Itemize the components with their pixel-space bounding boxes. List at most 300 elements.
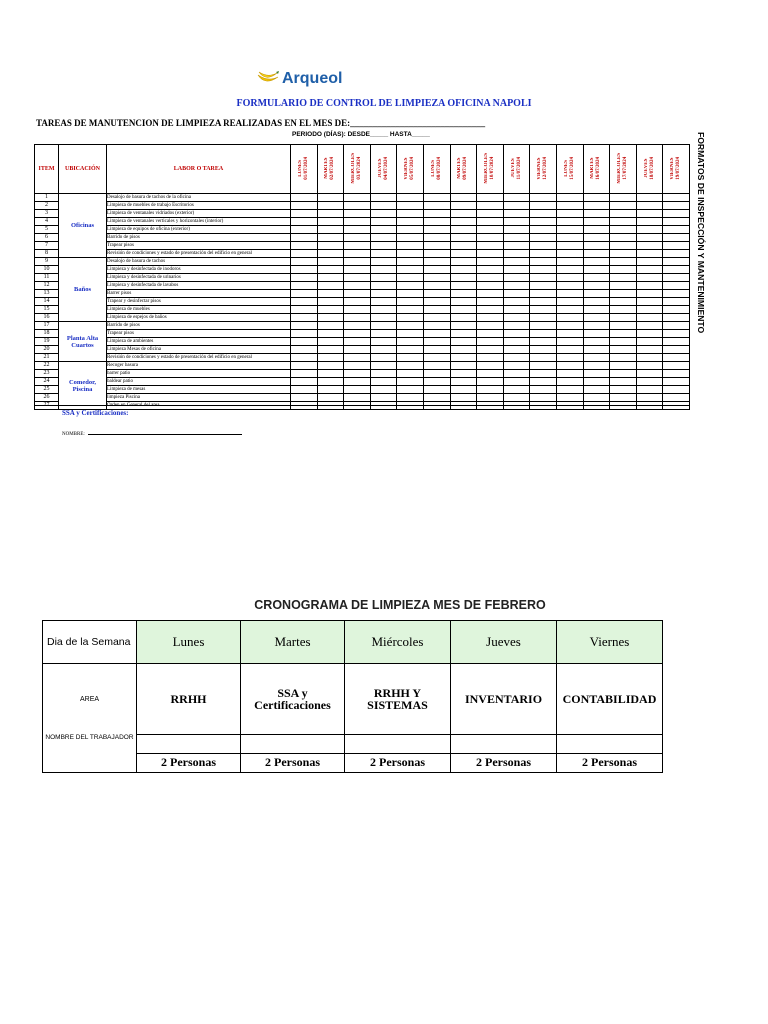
check-cell[interactable] [317,338,344,346]
check-cell[interactable] [636,354,663,362]
check-cell[interactable] [397,346,424,354]
check-cell[interactable] [583,338,610,346]
check-cell[interactable] [583,394,610,402]
check-cell[interactable] [450,362,477,370]
check-cell[interactable] [530,298,557,306]
check-cell[interactable] [636,362,663,370]
check-cell[interactable] [423,362,450,370]
check-cell[interactable] [450,194,477,202]
check-cell[interactable] [530,354,557,362]
check-cell[interactable] [317,194,344,202]
check-cell[interactable] [663,338,690,346]
check-cell[interactable] [610,370,637,378]
check-cell[interactable] [423,338,450,346]
check-cell[interactable] [636,346,663,354]
check-cell[interactable] [423,266,450,274]
check-cell[interactable] [477,250,504,258]
check-cell[interactable] [556,378,583,386]
check-cell[interactable] [317,330,344,338]
check-cell[interactable] [397,194,424,202]
check-cell[interactable] [610,338,637,346]
check-cell[interactable] [291,394,318,402]
check-cell[interactable] [450,354,477,362]
check-cell[interactable] [317,290,344,298]
check-cell[interactable] [291,218,318,226]
check-cell[interactable] [530,218,557,226]
check-cell[interactable] [530,290,557,298]
check-cell[interactable] [370,394,397,402]
check-cell[interactable] [583,250,610,258]
check-cell[interactable] [317,242,344,250]
check-cell[interactable] [291,250,318,258]
check-cell[interactable] [423,226,450,234]
check-cell[interactable] [636,234,663,242]
check-cell[interactable] [610,298,637,306]
check-cell[interactable] [530,330,557,338]
check-cell[interactable] [344,378,371,386]
check-cell[interactable] [503,282,530,290]
check-cell[interactable] [450,282,477,290]
check-cell[interactable] [450,386,477,394]
check-cell[interactable] [344,362,371,370]
check-cell[interactable] [423,250,450,258]
check-cell[interactable] [503,394,530,402]
check-cell[interactable] [503,322,530,330]
check-cell[interactable] [530,378,557,386]
check-cell[interactable] [317,298,344,306]
check-cell[interactable] [370,202,397,210]
check-cell[interactable] [344,314,371,322]
check-cell[interactable] [344,218,371,226]
check-cell[interactable] [423,274,450,282]
check-cell[interactable] [583,242,610,250]
check-cell[interactable] [556,346,583,354]
check-cell[interactable] [370,250,397,258]
check-cell[interactable] [370,386,397,394]
check-cell[interactable] [556,314,583,322]
check-cell[interactable] [450,218,477,226]
check-cell[interactable] [530,338,557,346]
check-cell[interactable] [636,306,663,314]
check-cell[interactable] [503,338,530,346]
check-cell[interactable] [530,234,557,242]
check-cell[interactable] [370,322,397,330]
check-cell[interactable] [344,402,371,410]
check-cell[interactable] [291,346,318,354]
check-cell[interactable] [317,250,344,258]
check-cell[interactable] [636,290,663,298]
check-cell[interactable] [530,394,557,402]
check-cell[interactable] [370,402,397,410]
check-cell[interactable] [344,370,371,378]
check-cell[interactable] [344,274,371,282]
check-cell[interactable] [317,234,344,242]
check-cell[interactable] [370,346,397,354]
check-cell[interactable] [397,298,424,306]
check-cell[interactable] [450,266,477,274]
check-cell[interactable] [317,282,344,290]
check-cell[interactable] [530,306,557,314]
check-cell[interactable] [503,226,530,234]
check-cell[interactable] [291,370,318,378]
check-cell[interactable] [610,346,637,354]
check-cell[interactable] [291,386,318,394]
check-cell[interactable] [397,250,424,258]
check-cell[interactable] [344,210,371,218]
check-cell[interactable] [530,370,557,378]
check-cell[interactable] [663,290,690,298]
check-cell[interactable] [397,362,424,370]
check-cell[interactable] [610,402,637,410]
check-cell[interactable] [397,210,424,218]
check-cell[interactable] [397,314,424,322]
check-cell[interactable] [423,370,450,378]
check-cell[interactable] [477,378,504,386]
check-cell[interactable] [291,362,318,370]
check-cell[interactable] [370,290,397,298]
check-cell[interactable] [423,378,450,386]
check-cell[interactable] [636,242,663,250]
check-cell[interactable] [291,378,318,386]
check-cell[interactable] [291,242,318,250]
check-cell[interactable] [530,282,557,290]
check-cell[interactable] [610,386,637,394]
check-cell[interactable] [317,226,344,234]
check-cell[interactable] [530,258,557,266]
check-cell[interactable] [583,210,610,218]
check-cell[interactable] [636,322,663,330]
check-cell[interactable] [370,354,397,362]
check-cell[interactable] [477,210,504,218]
check-cell[interactable] [610,394,637,402]
check-cell[interactable] [397,386,424,394]
check-cell[interactable] [583,378,610,386]
check-cell[interactable] [423,242,450,250]
check-cell[interactable] [291,274,318,282]
check-cell[interactable] [450,290,477,298]
check-cell[interactable] [317,378,344,386]
check-cell[interactable] [503,242,530,250]
check-cell[interactable] [477,346,504,354]
check-cell[interactable] [663,282,690,290]
check-cell[interactable] [317,314,344,322]
check-cell[interactable] [344,354,371,362]
check-cell[interactable] [610,274,637,282]
check-cell[interactable] [530,314,557,322]
check-cell[interactable] [503,202,530,210]
check-cell[interactable] [423,402,450,410]
check-cell[interactable] [317,274,344,282]
check-cell[interactable] [583,330,610,338]
check-cell[interactable] [397,330,424,338]
check-cell[interactable] [344,250,371,258]
check-cell[interactable] [344,282,371,290]
check-cell[interactable] [636,330,663,338]
check-cell[interactable] [663,242,690,250]
check-cell[interactable] [291,282,318,290]
check-cell[interactable] [503,250,530,258]
check-cell[interactable] [610,242,637,250]
check-cell[interactable] [556,242,583,250]
check-cell[interactable] [663,386,690,394]
check-cell[interactable] [317,394,344,402]
check-cell[interactable] [291,194,318,202]
check-cell[interactable] [663,346,690,354]
check-cell[interactable] [556,290,583,298]
check-cell[interactable] [477,306,504,314]
check-cell[interactable] [530,274,557,282]
check-cell[interactable] [317,210,344,218]
check-cell[interactable] [317,402,344,410]
check-cell[interactable] [610,266,637,274]
check-cell[interactable] [344,338,371,346]
check-cell[interactable] [477,226,504,234]
check-cell[interactable] [317,354,344,362]
check-cell[interactable] [477,298,504,306]
check-cell[interactable] [583,298,610,306]
check-cell[interactable] [370,194,397,202]
check-cell[interactable] [583,354,610,362]
check-cell[interactable] [450,378,477,386]
check-cell[interactable] [397,242,424,250]
check-cell[interactable] [423,202,450,210]
check-cell[interactable] [583,386,610,394]
check-cell[interactable] [503,298,530,306]
check-cell[interactable] [556,258,583,266]
check-cell[interactable] [450,242,477,250]
check-cell[interactable] [663,362,690,370]
check-cell[interactable] [370,210,397,218]
check-cell[interactable] [583,346,610,354]
check-cell[interactable] [610,314,637,322]
check-cell[interactable] [503,234,530,242]
check-cell[interactable] [663,258,690,266]
check-cell[interactable] [291,330,318,338]
check-cell[interactable] [397,378,424,386]
check-cell[interactable] [663,274,690,282]
check-cell[interactable] [477,234,504,242]
check-cell[interactable] [610,354,637,362]
check-cell[interactable] [583,282,610,290]
check-cell[interactable] [477,290,504,298]
check-cell[interactable] [530,194,557,202]
check-cell[interactable] [663,202,690,210]
check-cell[interactable] [556,250,583,258]
check-cell[interactable] [423,322,450,330]
check-cell[interactable] [344,194,371,202]
check-cell[interactable] [370,226,397,234]
check-cell[interactable] [397,306,424,314]
check-cell[interactable] [636,194,663,202]
check-cell[interactable] [423,306,450,314]
check-cell[interactable] [397,282,424,290]
check-cell[interactable] [477,242,504,250]
worker-name-cell[interactable] [451,734,557,753]
check-cell[interactable] [636,218,663,226]
check-cell[interactable] [397,290,424,298]
check-cell[interactable] [636,298,663,306]
check-cell[interactable] [450,370,477,378]
check-cell[interactable] [317,370,344,378]
check-cell[interactable] [663,354,690,362]
check-cell[interactable] [450,338,477,346]
check-cell[interactable] [530,202,557,210]
check-cell[interactable] [291,338,318,346]
check-cell[interactable] [636,266,663,274]
check-cell[interactable] [450,306,477,314]
check-cell[interactable] [583,266,610,274]
check-cell[interactable] [477,354,504,362]
check-cell[interactable] [423,330,450,338]
check-cell[interactable] [291,290,318,298]
check-cell[interactable] [317,346,344,354]
check-cell[interactable] [636,402,663,410]
check-cell[interactable] [291,258,318,266]
check-cell[interactable] [503,290,530,298]
check-cell[interactable] [423,298,450,306]
check-cell[interactable] [450,210,477,218]
check-cell[interactable] [503,402,530,410]
check-cell[interactable] [397,338,424,346]
check-cell[interactable] [291,402,318,410]
check-cell[interactable] [663,402,690,410]
check-cell[interactable] [556,234,583,242]
check-cell[interactable] [610,194,637,202]
check-cell[interactable] [450,322,477,330]
check-cell[interactable] [344,258,371,266]
check-cell[interactable] [610,306,637,314]
check-cell[interactable] [291,354,318,362]
check-cell[interactable] [610,330,637,338]
check-cell[interactable] [610,226,637,234]
check-cell[interactable] [397,234,424,242]
check-cell[interactable] [556,386,583,394]
check-cell[interactable] [344,322,371,330]
check-cell[interactable] [583,234,610,242]
check-cell[interactable] [583,226,610,234]
check-cell[interactable] [610,258,637,266]
check-cell[interactable] [291,298,318,306]
check-cell[interactable] [503,370,530,378]
check-cell[interactable] [397,226,424,234]
check-cell[interactable] [370,306,397,314]
check-cell[interactable] [583,402,610,410]
check-cell[interactable] [636,370,663,378]
check-cell[interactable] [636,314,663,322]
check-cell[interactable] [423,314,450,322]
check-cell[interactable] [583,218,610,226]
check-cell[interactable] [556,226,583,234]
check-cell[interactable] [556,330,583,338]
check-cell[interactable] [583,258,610,266]
check-cell[interactable] [503,330,530,338]
check-cell[interactable] [556,306,583,314]
check-cell[interactable] [477,386,504,394]
check-cell[interactable] [477,202,504,210]
check-cell[interactable] [503,218,530,226]
check-cell[interactable] [477,282,504,290]
check-cell[interactable] [370,218,397,226]
check-cell[interactable] [503,354,530,362]
check-cell[interactable] [317,202,344,210]
check-cell[interactable] [503,306,530,314]
nombre-field[interactable] [62,430,242,437]
check-cell[interactable] [530,346,557,354]
check-cell[interactable] [530,210,557,218]
check-cell[interactable] [663,266,690,274]
check-cell[interactable] [344,306,371,314]
check-cell[interactable] [610,322,637,330]
check-cell[interactable] [556,322,583,330]
check-cell[interactable] [583,362,610,370]
check-cell[interactable] [317,218,344,226]
check-cell[interactable] [370,362,397,370]
check-cell[interactable] [583,290,610,298]
check-cell[interactable] [450,274,477,282]
check-cell[interactable] [450,226,477,234]
check-cell[interactable] [397,402,424,410]
check-cell[interactable] [530,362,557,370]
check-cell[interactable] [556,370,583,378]
check-cell[interactable] [663,210,690,218]
worker-name-cell[interactable] [241,734,345,753]
check-cell[interactable] [344,394,371,402]
check-cell[interactable] [291,314,318,322]
check-cell[interactable] [610,210,637,218]
check-cell[interactable] [610,202,637,210]
check-cell[interactable] [423,218,450,226]
check-cell[interactable] [477,394,504,402]
worker-name-cell[interactable] [557,734,663,753]
check-cell[interactable] [397,354,424,362]
check-cell[interactable] [477,218,504,226]
check-cell[interactable] [477,330,504,338]
check-cell[interactable] [450,402,477,410]
check-cell[interactable] [450,330,477,338]
check-cell[interactable] [556,394,583,402]
check-cell[interactable] [636,386,663,394]
check-cell[interactable] [344,298,371,306]
check-cell[interactable] [370,234,397,242]
check-cell[interactable] [583,314,610,322]
check-cell[interactable] [370,330,397,338]
check-cell[interactable] [503,314,530,322]
check-cell[interactable] [663,394,690,402]
check-cell[interactable] [397,274,424,282]
check-cell[interactable] [317,322,344,330]
check-cell[interactable] [423,346,450,354]
check-cell[interactable] [397,202,424,210]
check-cell[interactable] [344,346,371,354]
check-cell[interactable] [503,266,530,274]
check-cell[interactable] [503,362,530,370]
check-cell[interactable] [344,386,371,394]
check-cell[interactable] [370,242,397,250]
check-cell[interactable] [344,242,371,250]
check-cell[interactable] [291,226,318,234]
check-cell[interactable] [610,362,637,370]
check-cell[interactable] [477,274,504,282]
check-cell[interactable] [423,394,450,402]
check-cell[interactable] [663,234,690,242]
check-cell[interactable] [636,258,663,266]
check-cell[interactable] [477,322,504,330]
check-cell[interactable] [450,314,477,322]
check-cell[interactable] [450,298,477,306]
check-cell[interactable] [503,346,530,354]
check-cell[interactable] [370,314,397,322]
check-cell[interactable] [663,194,690,202]
